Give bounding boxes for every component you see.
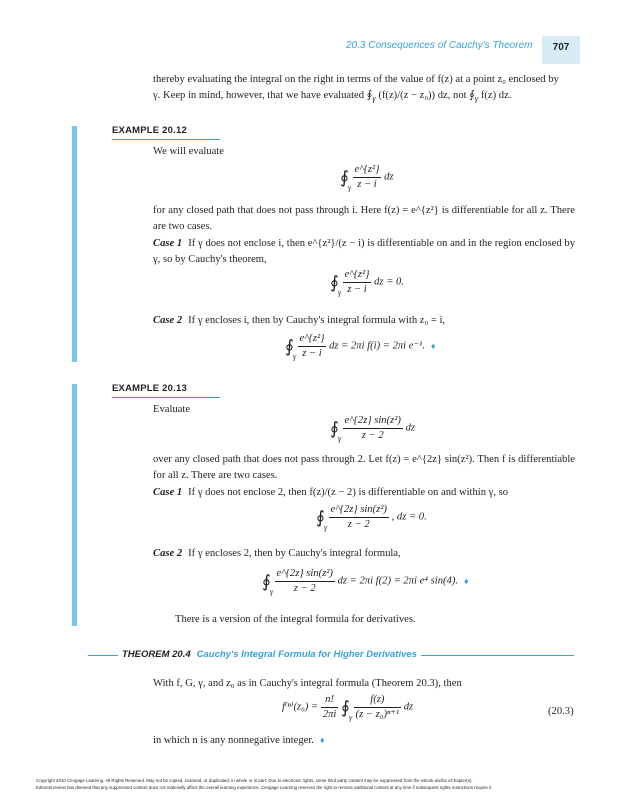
contour-integral-icon: ∮ γ [262,571,274,596]
contour-integral-icon: ∮ γ [316,507,328,532]
example-lead: Evaluate [153,404,191,415]
theorem-label: THEOREM 20.4 [122,649,191,660]
display-equation: ∮ γ $\frac{\text{e\textasciicircum{}\{z²\}}}{z - i}$ dz = 2πi f(i) = 2πi e⁻¹. ♦ [285,333,436,361]
contour-integral-icon: ∮ γ [330,272,342,297]
example-margin-bar [72,384,77,626]
example-lead: We will evaluate [153,146,224,157]
theorem-heading [118,648,421,662]
contour-integral-icon: ∮ γ [330,418,342,443]
example-rule [112,397,220,398]
display-equation: ∮ γ $\frac{\text{e\textasciicircum{}\{2z\} sin(z²)}}{z - 2}$ dz = 2πi f(2) = 2πi e⁴ sin(4). ♦ [262,568,469,596]
running-header: 20.3 Consequences of Cauchy's Theorem [346,40,533,51]
end-of-example-icon: ♦ [430,340,436,351]
display-equation: ∮ γ $\frac{\text{e\textasciicircum{}\{2z\} sin(z²)}}{z - 2}$ , dz = 0. [316,504,427,532]
intro-paragraph [153,72,575,105]
example-paragraph: over any closed path that does not pass through 2. Let f(z) = e^{2z} sin(z²). Then f is differentiable for all z. There are two cases. [153,454,575,481]
end-of-example-icon: ♦ [464,575,469,586]
intro-line-2: γ. Keep in mind, however, that we have evaluated $∮_\gamma$ (f(z)/(z − z₀)) dz, not $∮_\gamma$ f(z) dz. [153,89,512,103]
display-equation: ∮ γ $\frac{\text{e\textasciicircum{}\{z²\}}}{z - i}$ dz [340,164,394,192]
case-paragraph: Case 2 If γ encloses 2, then by Cauchy's integral formula, [153,548,401,559]
case-paragraph: Case 1 If γ does not enclose 2, then f(z)/(z − 2) is differentiable on and within γ, so [153,487,509,498]
equation-number: (20.3) [548,706,574,717]
display-equation: ∮ γ $\frac{\text{e\textasciicircum{}\{2z\} sin(z²)}}{z - 2}$ dz [330,415,416,443]
contour-integral-icon: ∮ γ [285,336,297,361]
closing-sentence: There is a version of the integral formula for derivatives. [175,614,416,625]
example-label: EXAMPLE 20.13 [112,383,187,394]
intro-line-1: thereby evaluating the integral on the right in terms of the value of f(z) at a point z₀ enclosed by [153,74,559,85]
theorem-lead: With f, G, γ, and z₀ as in Cauchy's integral formula (Theorem 20.3), then [153,678,462,689]
example-rule [112,139,220,140]
example-label: EXAMPLE 20.12 [112,125,187,136]
example-margin-bar [72,126,77,362]
theorem-name: Cauchy's Integral Formula for Higher Derivatives [196,649,417,660]
contour-integral-icon: ∮ γ [340,167,352,192]
example-paragraph: for any closed path that does not pass through i. Here f(z) = e^{z²} is differentiable for all z. There are two cases. [153,205,575,232]
copyright-footer: Editorial review has deemed that any suppressed content does not materially affect the overall learning experience. Cengage Learning reserves the right to remove additional content at any time if subsequent rights restrictions require it. [36,785,493,790]
display-equation: ∮ γ $\frac{\text{e\textasciicircum{}\{z²\}}}{z - i}$ dz = 0. [330,269,404,297]
copyright-footer: Copyright 2010 Cengage Learning. All Rights Reserved. May not be copied, scanned, or duplicated, in whole or in part. Due to electronic rights, some third party content may be suppressed from the eBook and/or eChapter(s). [36,778,473,783]
case-paragraph: Case 1 If γ does not enclose i, then e^{z²}/(z − i) is differentiable on and in the region enclosed by γ, so by Cauchy's theorem, [153,238,575,265]
case-paragraph: Case 2 If γ encloses i, then by Cauchy's integral formula with z₀ = i, [153,315,446,326]
theorem-tail: in which n is any nonnegative integer. ♦ [153,735,325,746]
end-of-theorem-icon: ♦ [319,735,325,745]
page-number: 707 [542,36,580,64]
display-equation: f⁽ⁿ⁾(z₀) = $\frac{n!}{2\pi i}$ ∮ γ $\frac{f(z)}{\text{(z − z₀)ⁿ⁺¹}}$ dz [282,694,414,722]
contour-integral-icon: ∮ γ [341,697,353,722]
